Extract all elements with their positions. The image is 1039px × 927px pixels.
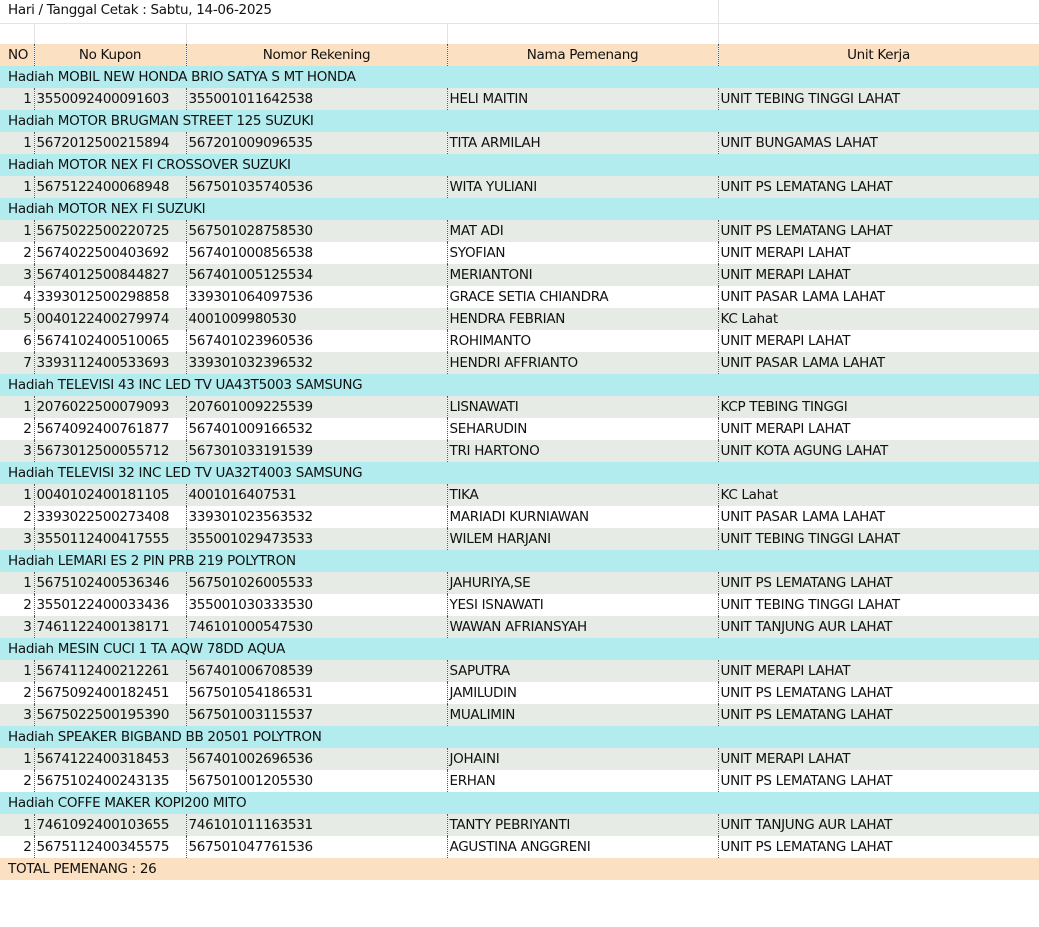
cell-no: 1 [0, 176, 34, 198]
grid-line [34, 24, 35, 44]
grid-line [718, 24, 719, 44]
print-date: Hari / Tanggal Cetak : Sabtu, 14-06-2025 [8, 2, 272, 18]
cell-winner: HENDRA FEBRIAN [447, 308, 718, 330]
cell-unit: UNIT PS LEMATANG LAHAT [718, 836, 1039, 858]
prize-group-row [0, 792, 1039, 814]
cell-winner: MAT ADI [447, 220, 718, 242]
cell-account: 746101011163531 [186, 814, 447, 836]
cell-account: 567401002696536 [186, 748, 447, 770]
cell-unit: UNIT TANJUNG AUR LAHAT [718, 814, 1039, 836]
cell-no: 2 [0, 418, 34, 440]
cell-unit: UNIT PS LEMATANG LAHAT [718, 704, 1039, 726]
grid-line [447, 24, 448, 44]
cell-coupon: 5675102400536346 [34, 572, 186, 594]
table-row [0, 506, 1039, 528]
cell-account: 567401023960536 [186, 330, 447, 352]
prize-group-row [0, 638, 1039, 660]
cell-no: 1 [0, 88, 34, 110]
cell-no: 3 [0, 264, 34, 286]
cell-account: 567401000856538 [186, 242, 447, 264]
cell-winner: YESI ISNAWATI [447, 594, 718, 616]
blank-row [0, 24, 1039, 45]
header-account: Nomor Rekening [186, 44, 447, 66]
cell-unit: UNIT MERAPI LAHAT [718, 660, 1039, 682]
header-no: NO [0, 44, 34, 66]
cell-winner: GRACE SETIA CHIANDRA [447, 286, 718, 308]
cell-account: 567501035740536 [186, 176, 447, 198]
prize-group-row [0, 462, 1039, 484]
prize-group-row [0, 66, 1039, 88]
prize-title: Hadiah MOTOR NEX FI SUZUKI [0, 198, 1039, 220]
cell-winner: JAHURIYA,SE [447, 572, 718, 594]
table-row [0, 330, 1039, 352]
header-coupon: No Kupon [34, 44, 186, 66]
cell-no: 1 [0, 396, 34, 418]
cell-coupon: 3550122400033436 [34, 594, 186, 616]
cell-no: 1 [0, 132, 34, 154]
cell-unit: UNIT PS LEMATANG LAHAT [718, 682, 1039, 704]
cell-unit: UNIT TEBING TINGGI LAHAT [718, 528, 1039, 550]
cell-winner: TANTY PEBRIYANTI [447, 814, 718, 836]
header-unit: Unit Kerja [718, 44, 1039, 66]
cell-coupon: 3393112400533693 [34, 352, 186, 374]
cell-no: 3 [0, 440, 34, 462]
prize-title: Hadiah MOTOR BRUGMAN STREET 125 SUZUKI [0, 110, 1039, 132]
table-row [0, 528, 1039, 550]
table-row [0, 132, 1039, 154]
cell-winner: ERHAN [447, 770, 718, 792]
table-row [0, 572, 1039, 594]
cell-unit: UNIT BUNGAMAS LAHAT [718, 132, 1039, 154]
cell-no: 2 [0, 242, 34, 264]
cell-coupon: 5675122400068948 [34, 176, 186, 198]
prize-title: Hadiah COFFE MAKER KOPI200 MITO [0, 792, 1039, 814]
cell-account: 567401005125534 [186, 264, 447, 286]
prize-group-row [0, 198, 1039, 220]
cell-winner: MARIADI KURNIAWAN [447, 506, 718, 528]
cell-account: 339301064097536 [186, 286, 447, 308]
table-row [0, 704, 1039, 726]
total-winners: TOTAL PEMENANG : 26 [0, 858, 1039, 880]
cell-unit: KC Lahat [718, 308, 1039, 330]
table-row [0, 308, 1039, 330]
table-row [0, 770, 1039, 792]
cell-coupon: 5675112400345575 [34, 836, 186, 858]
table-row [0, 220, 1039, 242]
prize-group-row [0, 374, 1039, 396]
cell-winner: ROHIMANTO [447, 330, 718, 352]
cell-coupon: 2076022500079093 [34, 396, 186, 418]
cell-unit: UNIT MERAPI LAHAT [718, 330, 1039, 352]
cell-winner: TIKA [447, 484, 718, 506]
prize-group-row [0, 154, 1039, 176]
prize-title: Hadiah MOTOR NEX FI CROSSOVER SUZUKI [0, 154, 1039, 176]
cell-winner: MUALIMIN [447, 704, 718, 726]
prize-group-row [0, 726, 1039, 748]
cell-no: 4 [0, 286, 34, 308]
prize-title: Hadiah LEMARI ES 2 PIN PRB 219 POLYTRON [0, 550, 1039, 572]
cell-coupon: 5673012500055712 [34, 440, 186, 462]
table-row [0, 176, 1039, 198]
prize-group-row [0, 550, 1039, 572]
grid-line [186, 24, 187, 44]
cell-no: 7 [0, 352, 34, 374]
cell-winner: WAWAN AFRIANSYAH [447, 616, 718, 638]
cell-coupon: 5674122400318453 [34, 748, 186, 770]
table-row [0, 814, 1039, 836]
cell-account: 746101000547530 [186, 616, 447, 638]
cell-account: 567401006708539 [186, 660, 447, 682]
cell-winner: MERIANTONI [447, 264, 718, 286]
header-winner: Nama Pemenang [447, 44, 718, 66]
cell-account: 355001030333530 [186, 594, 447, 616]
cell-winner: TITA ARMILAH [447, 132, 718, 154]
cell-no: 2 [0, 836, 34, 858]
cell-coupon: 5675022500195390 [34, 704, 186, 726]
cell-unit: KC Lahat [718, 484, 1039, 506]
table-row [0, 440, 1039, 462]
cell-coupon: 5674102400510065 [34, 330, 186, 352]
cell-account: 339301023563532 [186, 506, 447, 528]
cell-account: 567401009166532 [186, 418, 447, 440]
cell-no: 6 [0, 330, 34, 352]
cell-winner: HENDRI AFFRIANTO [447, 352, 718, 374]
cell-coupon: 5674092400761877 [34, 418, 186, 440]
cell-coupon: 5675022500220725 [34, 220, 186, 242]
cell-account: 4001009980530 [186, 308, 447, 330]
cell-coupon: 5675092400182451 [34, 682, 186, 704]
cell-coupon: 5675102400243135 [34, 770, 186, 792]
cell-unit: UNIT MERAPI LAHAT [718, 418, 1039, 440]
cell-unit: UNIT PS LEMATANG LAHAT [718, 572, 1039, 594]
cell-coupon: 3550092400091603 [34, 88, 186, 110]
cell-coupon: 3393022500273408 [34, 506, 186, 528]
table-row [0, 748, 1039, 770]
cell-coupon: 3550112400417555 [34, 528, 186, 550]
cell-account: 567201009096535 [186, 132, 447, 154]
cell-account: 355001011642538 [186, 88, 447, 110]
table-row [0, 88, 1039, 110]
header-row [0, 44, 1039, 66]
prize-title: Hadiah SPEAKER BIGBAND BB 20501 POLYTRON [0, 726, 1039, 748]
table-row [0, 836, 1039, 858]
cell-winner: JAMILUDIN [447, 682, 718, 704]
cell-account: 567501001205530 [186, 770, 447, 792]
cell-coupon: 0040102400181105 [34, 484, 186, 506]
table-row [0, 616, 1039, 638]
cell-winner: AGUSTINA ANGGRENI [447, 836, 718, 858]
cell-winner: JOHAINI [447, 748, 718, 770]
cell-account: 567501047761536 [186, 836, 447, 858]
cell-account: 567301033191539 [186, 440, 447, 462]
cell-unit: UNIT PASAR LAMA LAHAT [718, 352, 1039, 374]
cell-unit: UNIT MERAPI LAHAT [718, 242, 1039, 264]
cell-unit: UNIT TEBING TINGGI LAHAT [718, 594, 1039, 616]
cell-coupon: 5674012500844827 [34, 264, 186, 286]
cell-winner: HELI MAITIN [447, 88, 718, 110]
cell-coupon: 5672012500215894 [34, 132, 186, 154]
cell-account: 4001016407531 [186, 484, 447, 506]
cell-no: 1 [0, 484, 34, 506]
cell-no: 1 [0, 572, 34, 594]
prize-title: Hadiah TELEVISI 32 INC LED TV UA32T4003 SAMSUNG [0, 462, 1039, 484]
total-row [0, 858, 1039, 880]
table-row [0, 242, 1039, 264]
cell-coupon: 0040122400279974 [34, 308, 186, 330]
cell-winner: LISNAWATI [447, 396, 718, 418]
prize-title: Hadiah TELEVISI 43 INC LED TV UA43T5003 SAMSUNG [0, 374, 1039, 396]
table-row [0, 418, 1039, 440]
print-date-row [0, 0, 1039, 24]
cell-unit: UNIT MERAPI LAHAT [718, 264, 1039, 286]
cell-no: 3 [0, 528, 34, 550]
cell-unit: UNIT MERAPI LAHAT [718, 748, 1039, 770]
cell-unit: UNIT PS LEMATANG LAHAT [718, 176, 1039, 198]
table-row [0, 660, 1039, 682]
cell-no: 2 [0, 770, 34, 792]
cell-coupon: 7461092400103655 [34, 814, 186, 836]
table-row [0, 352, 1039, 374]
cell-unit: UNIT PS LEMATANG LAHAT [718, 220, 1039, 242]
cell-no: 5 [0, 308, 34, 330]
cell-unit: UNIT PASAR LAMA LAHAT [718, 286, 1039, 308]
table-row [0, 396, 1039, 418]
cell-no: 2 [0, 594, 34, 616]
cell-unit: KCP TEBING TINGGI [718, 396, 1039, 418]
cell-account: 567501054186531 [186, 682, 447, 704]
table-row [0, 286, 1039, 308]
cell-no: 1 [0, 660, 34, 682]
cell-no: 2 [0, 506, 34, 528]
cell-account: 355001029473533 [186, 528, 447, 550]
cell-no: 3 [0, 704, 34, 726]
cell-unit: UNIT TANJUNG AUR LAHAT [718, 616, 1039, 638]
cell-coupon: 3393012500298858 [34, 286, 186, 308]
prize-title: Hadiah MESIN CUCI 1 TA AQW 78DD AQUA [0, 638, 1039, 660]
cell-winner: SAPUTRA [447, 660, 718, 682]
cell-no: 1 [0, 220, 34, 242]
cell-coupon: 5674022500403692 [34, 242, 186, 264]
winners-table [0, 44, 1039, 880]
prize-group-row [0, 110, 1039, 132]
cell-unit: UNIT TEBING TINGGI LAHAT [718, 88, 1039, 110]
cell-no: 1 [0, 814, 34, 836]
cell-account: 567501003115537 [186, 704, 447, 726]
cell-coupon: 5674112400212261 [34, 660, 186, 682]
table-row [0, 594, 1039, 616]
cell-no: 2 [0, 682, 34, 704]
cell-winner: SEHARUDIN [447, 418, 718, 440]
cell-winner: TRI HARTONO [447, 440, 718, 462]
cell-account: 567501028758530 [186, 220, 447, 242]
cell-account: 567501026005533 [186, 572, 447, 594]
table-row [0, 484, 1039, 506]
cell-unit: UNIT PS LEMATANG LAHAT [718, 770, 1039, 792]
cell-winner: SYOFIAN [447, 242, 718, 264]
cell-no: 3 [0, 616, 34, 638]
cell-unit: UNIT PASAR LAMA LAHAT [718, 506, 1039, 528]
prize-title: Hadiah MOBIL NEW HONDA BRIO SATYA S MT HONDA [0, 66, 1039, 88]
cell-account: 339301032396532 [186, 352, 447, 374]
table-row [0, 682, 1039, 704]
table-body [0, 66, 1039, 858]
cell-account: 207601009225539 [186, 396, 447, 418]
cell-winner: WITA YULIANI [447, 176, 718, 198]
cell-winner: WILEM HARJANI [447, 528, 718, 550]
cell-no: 1 [0, 748, 34, 770]
cell-unit: UNIT KOTA AGUNG LAHAT [718, 440, 1039, 462]
grid-line [718, 0, 719, 23]
cell-coupon: 7461122400138171 [34, 616, 186, 638]
table-row [0, 264, 1039, 286]
